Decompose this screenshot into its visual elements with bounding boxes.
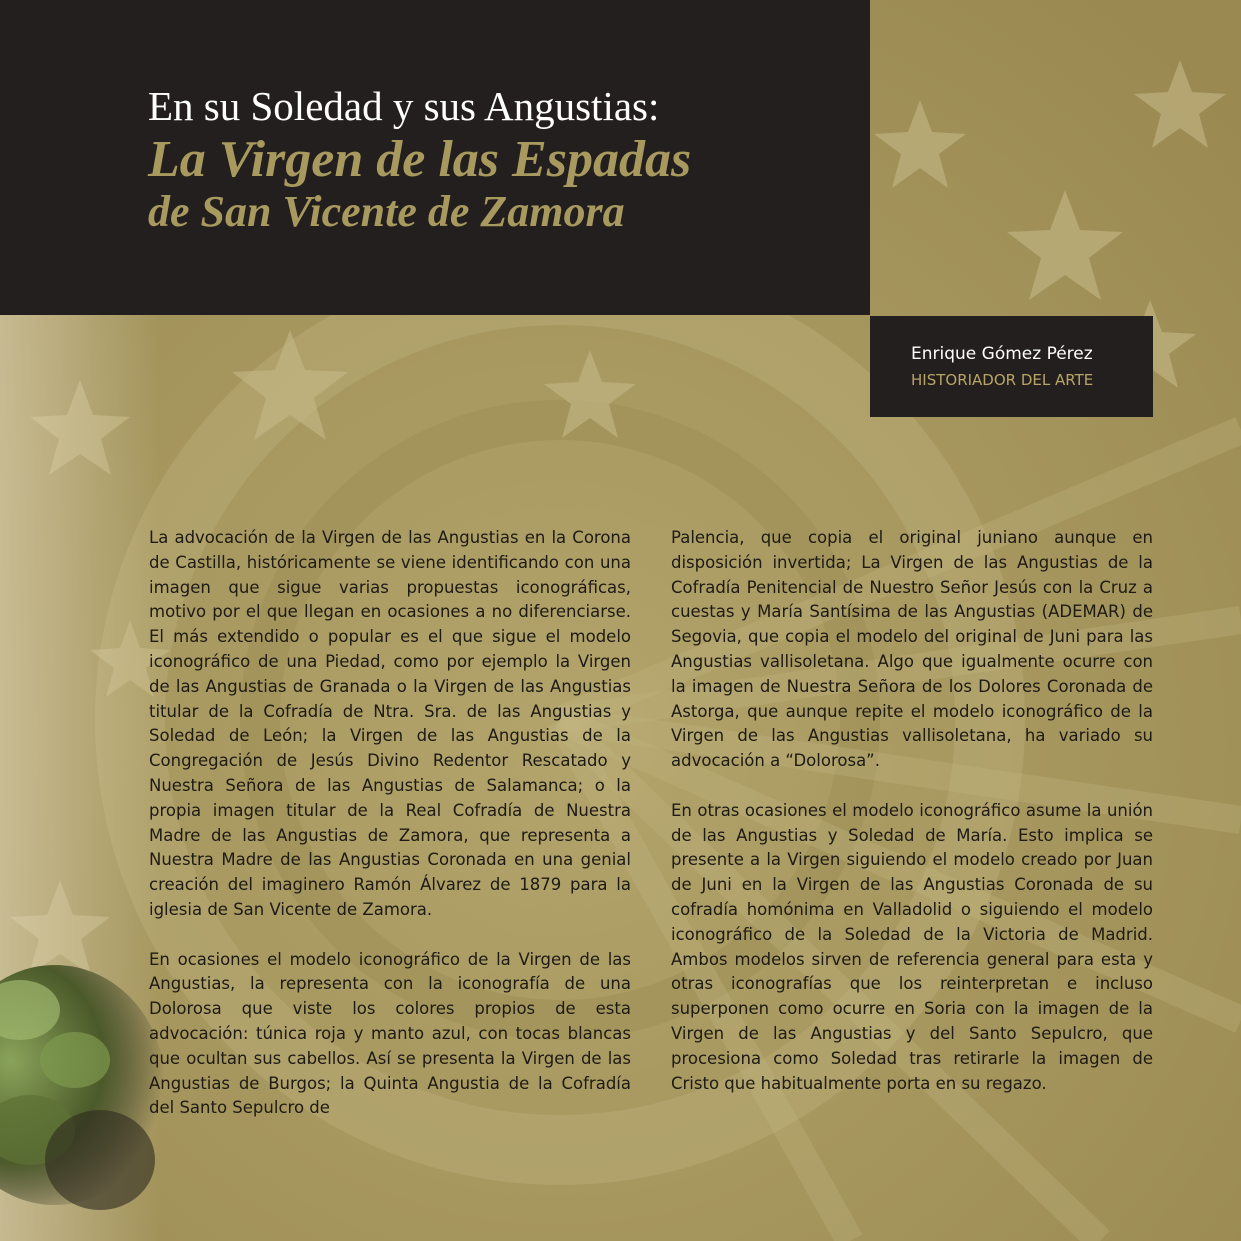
- right-paragraph-1: Palencia, que copia el original juniano aunque en disposición invertida; La Virgen de las Angustias de la Cofradía Penitencial de Nuestro Señor Jesús con la Cruz a cuestas y María Santísima de las Angustias (ADEMAR) de Segovia, que copia el modelo del original de Juni para las Angustias vallisoletana. Algo que igualmente ocurre con la imagen de Nuestra Señora de los Dolores Coronada de Astorga, que aunque repite el modelo iconográfico de la Virgen de las Angustias vallisoletana, ha variado su advocación a “Dolorosa”.: [671, 528, 1153, 771]
- title-line-1: En su Soledad y sus Angustias:: [148, 83, 660, 129]
- title-line-2: La Virgen de las Espadas: [148, 131, 692, 188]
- right-paragraph-2: En otras ocasiones el modelo iconográfico asume la unión de las Angustias y Soledad de María. Esto implica se presente a la Virgen siguiendo el modelo creado por Juan de Juni en la Virgen de las Angustias Coronada de su cofradía homónima en Valladolid o siguiendo el modelo iconográfico de la Soledad de la Victoria de Madrid. Ambos modelos sirven de referencia general para esta y otras iconografías que los reinterpretan e incluso superponen como ocurre en Soria con la imagen de la Virgen de las Angustias y del Santo Sepulcro, que procesiona como Soledad tras retirarle la imagen de Cristo que habitualmente porta en su regazo.: [671, 800, 1153, 1093]
- right-text-column: [671, 526, 1153, 1121]
- author-role: HISTORIADOR DEL ARTE: [911, 371, 1094, 389]
- author-box: [870, 316, 1153, 417]
- left-text-column: [149, 526, 631, 1146]
- title-line-3: de San Vicente de Zamora: [148, 187, 625, 236]
- left-paragraph-1: La advocación de la Virgen de las Angustias en la Corona de Castilla, históricamente se viene identificando con una imagen que sigue varias propuestas iconográficas, motivo por el que llegan en ocasiones a no diferenciarse. El más extendido o popular es el que sigue el modelo iconográfico de una Piedad, como por ejemplo la Virgen de las Angustias de Granada o la Virgen de las Angustias titular de la Cofradía de Ntra. Sra. de las Angustias y Soledad de León; la Virgen de las Angustias de la Congregación de Jesús Divino Redentor Rescatado y Nuestra Señora de las Angustias de Salamanca; o la propia imagen titular de la Real Cofradía de Nuestra Madre de las Angustias de Zamora, que representa a Nuestra Madre de las Angustias Coronada en una genial creación del imaginero Ramón Álvarez de 1879 para la iglesia de San Vicente de Zamora.: [149, 528, 631, 919]
- left-paragraph-2: En ocasiones el modelo iconográfico de la Virgen de las Angustias, la representa con la iconografía de una Dolorosa que viste los colores propios de esta advocación: túnica roja y manto azul, con tocas blancas que ocultan sus cabellos. Así se presenta la Virgen de las Angustias de Burgos; la Quinta Angustia de la Cofradía del Santo Sepulcro de: [149, 949, 631, 1118]
- title-block: [0, 0, 870, 315]
- author-name: Enrique Gómez Pérez: [911, 344, 1093, 364]
